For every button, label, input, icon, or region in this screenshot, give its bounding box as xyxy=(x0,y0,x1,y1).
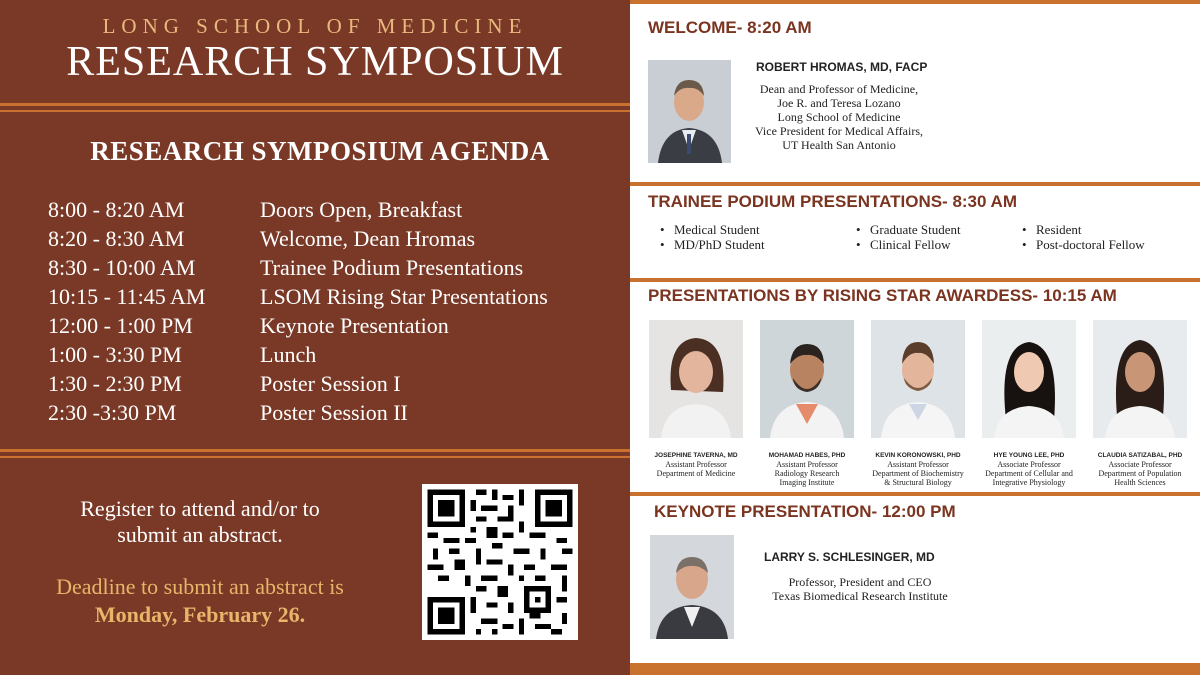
agenda-activity: Poster Session II xyxy=(260,400,408,425)
keynote-bio xyxy=(730,575,990,603)
speaker-photo xyxy=(871,320,965,438)
title-line: Department of Medicine xyxy=(656,469,736,478)
agenda-time: 1:00 - 3:30 PM xyxy=(48,342,182,367)
bio-line: Texas Biomedical Research Institute xyxy=(772,589,948,603)
agenda-activity: Lunch xyxy=(260,342,317,367)
deadline-text xyxy=(30,573,370,629)
register-text xyxy=(30,496,370,548)
deadline-date: Monday, February 26. xyxy=(94,602,306,627)
register-line-1: Register to attend and/or to xyxy=(80,496,320,521)
list-item: • Post-doctoral Fellow xyxy=(1022,237,1145,252)
title-line: & Structural Biology xyxy=(884,478,952,487)
speaker-photo xyxy=(760,320,854,438)
divider xyxy=(630,0,1200,4)
keynote-name: LARRY S. SCHLESINGER, MD xyxy=(764,550,935,564)
star-name: MOHAMAD HABES, PHD xyxy=(768,452,846,459)
speaker-photo xyxy=(650,535,734,639)
title-line: Associate Professor xyxy=(997,460,1061,469)
speaker-photo xyxy=(648,60,731,163)
agenda-time: 10:15 - 11:45 AM xyxy=(48,284,206,309)
agenda-time: 1:30 - 2:30 PM xyxy=(48,371,182,396)
list-item: • Resident xyxy=(1022,222,1145,237)
title-line: Department of Biochemistry xyxy=(872,469,964,478)
divider xyxy=(0,449,630,452)
keynote-heading: KEYNOTE PRESENTATION- 12:00 PM xyxy=(654,502,956,521)
speaker-photo xyxy=(1093,320,1187,438)
title-line: Health Sciences xyxy=(1114,478,1166,487)
agenda-activity: Doors Open, Breakfast xyxy=(260,197,463,222)
list-item: • Medical Student xyxy=(660,222,765,237)
agenda-activity: Poster Session I xyxy=(260,371,401,396)
star-name: JOSEPHINE TAVERNA, MD xyxy=(654,452,738,459)
bio-line: Long School of Medicine xyxy=(777,110,901,124)
trainee-heading: TRAINEE PODIUM PRESENTATIONS- 8:30 AM xyxy=(648,192,1017,211)
star-title xyxy=(641,460,751,478)
star-name: KEVIN KORONOWSKI, PHD xyxy=(875,452,961,459)
star-title xyxy=(1085,460,1195,487)
list-item: • Clinical Fellow xyxy=(856,237,961,252)
title-line: Assistant Professor xyxy=(887,460,949,469)
divider xyxy=(630,492,1200,496)
rising-heading: PRESENTATIONS BY RISING STAR AWARDESS- 10:15 AM xyxy=(648,286,1117,305)
bio-line: Dean and Professor of Medicine, xyxy=(759,82,919,96)
agenda-activity: Welcome, Dean Hromas xyxy=(260,226,476,251)
star-name: CLAUDIA SATIZABAL, PHD xyxy=(1097,452,1183,459)
divider xyxy=(630,182,1200,186)
divider xyxy=(0,110,630,112)
bio-line: Professor, President and CEO xyxy=(788,575,932,589)
speakers-panel xyxy=(630,0,1200,675)
star-title xyxy=(752,460,862,487)
speaker-photo xyxy=(649,320,743,438)
event-title: RESEARCH SYMPOSIUM xyxy=(66,39,564,85)
agenda-time: 2:30 -3:30 PM xyxy=(48,400,177,425)
bio-line: Joe R. and Teresa Lozano xyxy=(777,96,901,110)
welcome-heading: WELCOME- 8:20 AM xyxy=(648,18,812,37)
deadline-line: Deadline to submit an abstract is xyxy=(56,574,344,599)
title-line: Associate Professor xyxy=(1108,460,1172,469)
title-line: Radiology Research xyxy=(774,469,840,478)
agenda-time: 8:20 - 8:30 AM xyxy=(48,226,185,251)
agenda-time: 8:00 - 8:20 AM xyxy=(48,197,185,222)
title-line: Assistant Professor xyxy=(665,460,727,469)
list-item: • Graduate Student xyxy=(856,222,961,237)
trainee-list xyxy=(1022,222,1145,252)
title-line: Integrative Physiology xyxy=(992,478,1066,487)
divider xyxy=(630,278,1200,282)
bio-line: UT Health San Antonio xyxy=(782,138,896,152)
qr-code[interactable] xyxy=(422,484,578,640)
speaker-photo xyxy=(982,320,1076,438)
agenda-time: 8:30 - 10:00 AM xyxy=(48,255,196,280)
agenda-time: 12:00 - 1:00 PM xyxy=(48,313,193,338)
trainee-list xyxy=(856,222,961,252)
bottom-bar xyxy=(630,663,1200,675)
trainee-list xyxy=(660,222,765,252)
list-item: • MD/PhD Student xyxy=(660,237,765,252)
title-line: Imaging Institute xyxy=(779,478,835,487)
agenda-heading: RESEARCH SYMPOSIUM AGENDA xyxy=(90,136,550,166)
agenda-activity: Trainee Podium Presentations xyxy=(260,255,524,280)
org-name: LONG SCHOOL OF MEDICINE xyxy=(102,14,528,38)
star-title xyxy=(974,460,1084,487)
bio-line: Vice President for Medical Affairs, xyxy=(754,124,923,138)
divider xyxy=(0,456,630,458)
star-name: HYE YOUNG LEE, PHD xyxy=(993,452,1065,459)
speaker-name: ROBERT HROMAS, MD, FACP xyxy=(756,60,928,74)
star-title xyxy=(863,460,973,487)
speaker-bio xyxy=(728,82,950,152)
register-line-2: submit an abstract. xyxy=(117,522,283,547)
title-line: Assistant Professor xyxy=(776,460,838,469)
agenda-activity: Keynote Presentation xyxy=(260,313,449,338)
title-line: Department of Population xyxy=(1098,469,1182,478)
divider xyxy=(0,103,630,106)
agenda-activity: LSOM Rising Star Presentations xyxy=(260,284,548,309)
title-line: Department of Cellular and xyxy=(985,469,1073,478)
